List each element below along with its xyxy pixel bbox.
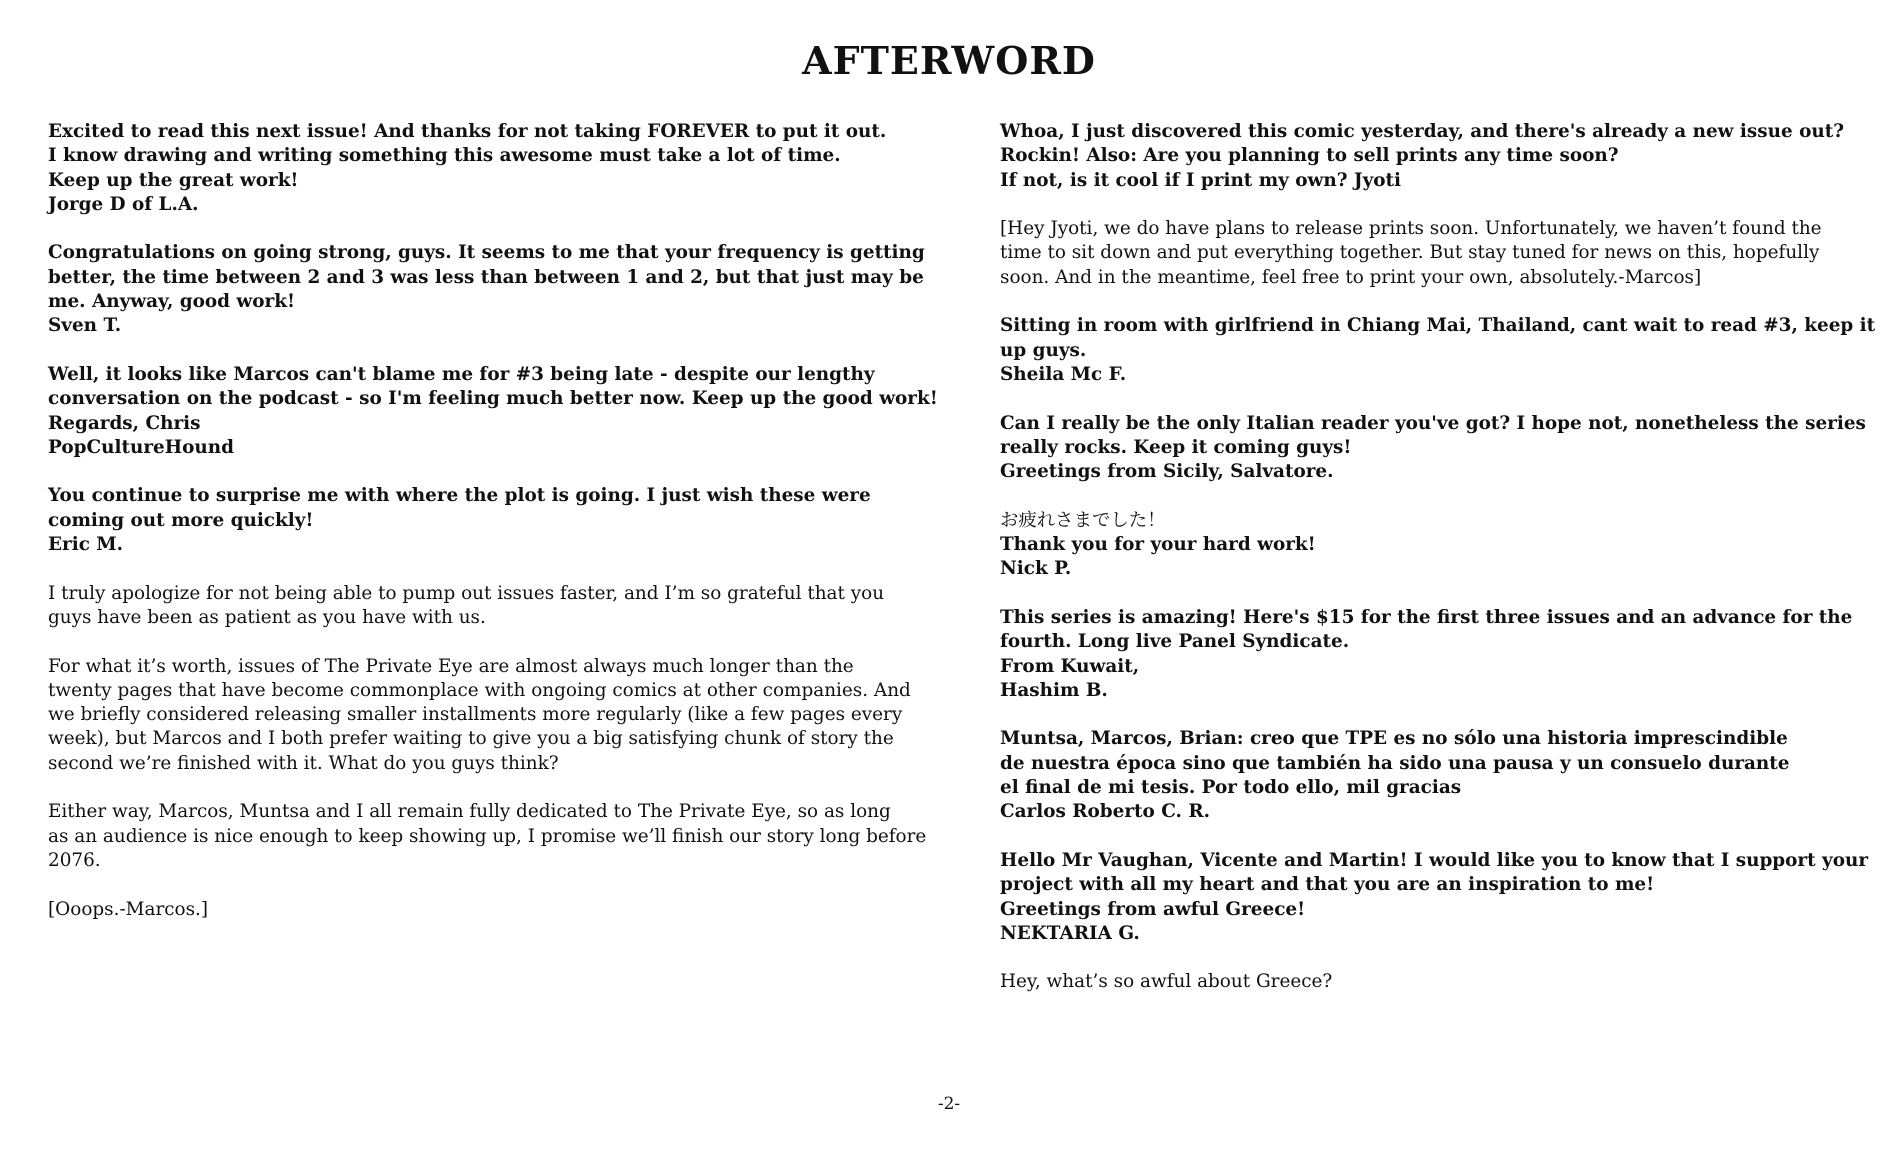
- text-line: twenty pages that have become commonplace with ongoing comics at other companies. And: [48, 679, 911, 701]
- text-line: Sitting in room with girlfriend in Chiang Mai, Thailand, cant wait to read #3, keep it: [1000, 315, 1876, 337]
- text-line: as an audience is nice enough to keep showing up, I promise we’ll finish our story long before: [48, 825, 927, 847]
- text-line: coming out more quickly!: [48, 509, 314, 531]
- reader-letter: [48, 241, 948, 338]
- text-line: Hey, what’s so awful about Greece?: [1000, 971, 1333, 993]
- text-line: soon. And in the meantime, feel free to print your own, absolutely.-Marcos]: [1000, 266, 1702, 288]
- reader-letter: [1000, 120, 1860, 193]
- text-line: fourth. Long live Panel Syndicate.: [1000, 631, 1350, 653]
- text-line: me. Anyway, good work!: [48, 291, 296, 313]
- text-line: Nick P.: [1000, 558, 1072, 580]
- left-column: [48, 120, 948, 946]
- text-line: Regards, Chris: [48, 412, 201, 434]
- text-line: project with all my heart and that you are an inspiration to me!: [1000, 874, 1655, 896]
- text-line: Can I really be the only Italian reader you've got? I hope not, nonetheless the series: [1000, 412, 1866, 434]
- reader-letter: [1000, 509, 1860, 582]
- text-line: Well, it looks like Marcos can't blame me for #3 being late - despite our lengthy: [48, 363, 875, 385]
- text-line: guys have been as patient as you have with us.: [48, 606, 486, 628]
- text-line: up guys.: [1000, 339, 1087, 361]
- text-line: el final de mi tesis. Por todo ello, mil gracias: [1000, 777, 1462, 799]
- editor-reply: [48, 582, 948, 631]
- editor-reply: [48, 898, 948, 922]
- text-line: second we’re finished with it. What do you guys think?: [48, 752, 559, 774]
- reader-letter: [1000, 412, 1866, 485]
- right-column: [1000, 120, 1876, 1019]
- text-line: NEKTARIA G.: [1000, 922, 1140, 944]
- text-line: I truly apologize for not being able to pump out issues faster, and I’m so grateful that you: [48, 582, 885, 604]
- reader-letter: [1000, 314, 1876, 387]
- text-line: de nuestra época sino que también ha sido una pausa y un consuelo durante: [1000, 752, 1790, 774]
- text-line: If not, is it cool if I print my own? Jyoti: [1000, 169, 1402, 191]
- text-line: You continue to surprise me with where the plot is going. I just wish these were: [48, 485, 871, 507]
- text-line: [Ooops.-Marcos.]: [48, 898, 209, 920]
- text-line: Eric M.: [48, 534, 124, 556]
- text-line: Rockin! Also: Are you planning to sell prints any time soon?: [1000, 145, 1619, 167]
- text-line: Thank you for your hard work!: [1000, 534, 1316, 556]
- text-line: Keep up the great work!: [48, 169, 299, 191]
- text-line: Muntsa, Marcos, Brian: creo que TPE es no sólo una historia imprescindible: [1000, 728, 1788, 750]
- text-line: For what it’s worth, issues of The Private Eye are almost always much longer than the: [48, 655, 854, 677]
- text-line: Hello Mr Vaughan, Vicente and Martin! I would like you to know that I support your: [1000, 849, 1869, 871]
- text-line: better, the time between 2 and 3 was less than between 1 and 2, but that just may be: [48, 266, 924, 288]
- reader-letter: [1000, 727, 1860, 824]
- editor-reply: [48, 655, 948, 776]
- page-number: -2-: [937, 1094, 961, 1114]
- text-line: Greetings from awful Greece!: [1000, 898, 1306, 920]
- text-line: Hashim B.: [1000, 679, 1108, 701]
- text-line: conversation on the podcast - so I'm feeling much better now. Keep up the good work!: [48, 388, 938, 410]
- editor-reply: [48, 800, 948, 873]
- text-line: Either way, Marcos, Muntsa and I all remain fully dedicated to The Private Eye, so as long: [48, 801, 891, 823]
- text-line: PopCultureHound: [48, 436, 234, 458]
- text-line: Whoa, I just discovered this comic yesterday, and there's already a new issue out?: [1000, 121, 1844, 142]
- text-line: Jorge D of L.A.: [48, 193, 199, 215]
- text-line: time to sit down and put everything together. But stay tuned for news on this, hopefully: [1000, 242, 1820, 264]
- text-line: Greetings from Sicily, Salvatore.: [1000, 461, 1334, 483]
- text-line: Excited to read this next issue! And thanks for not taking FOREVER to put it out.: [48, 121, 887, 142]
- reader-letter: [48, 484, 948, 557]
- text-line: I know drawing and writing something this awesome must take a lot of time.: [48, 145, 841, 167]
- text-line: Sheila Mc F.: [1000, 363, 1127, 385]
- editor-reply: [1000, 970, 1860, 994]
- text-line: Sven T.: [48, 315, 122, 337]
- text-line: This series is amazing! Here's $15 for the first three issues and an advance for the: [1000, 606, 1853, 628]
- editor-reply: [1000, 217, 1860, 290]
- text-line: Carlos Roberto C. R.: [1000, 801, 1211, 823]
- reader-letter: [48, 120, 948, 217]
- text-line: Congratulations on going strong, guys. It seems to me that your frequency is getting: [48, 242, 925, 264]
- reader-letter: [48, 363, 948, 460]
- text-line: we briefly considered releasing smaller installments more regularly (like a few pages every: [48, 704, 903, 726]
- text-line: From Kuwait,: [1000, 655, 1140, 677]
- text-line: week), but Marcos and I both prefer waiting to give you a big satisfying chunk of story the: [48, 728, 894, 750]
- text-line: [Hey Jyoti, we do have plans to release prints soon. Unfortunately, we haven’t found the: [1000, 218, 1822, 240]
- text-line: 2076.: [48, 849, 101, 871]
- page-title: AFTERWORD: [802, 38, 1096, 83]
- text-line: お疲れさまでした！: [1000, 509, 1166, 531]
- reader-letter: [1000, 849, 1869, 946]
- reader-letter: [1000, 606, 1860, 703]
- text-line: really rocks. Keep it coming guys!: [1000, 436, 1352, 458]
